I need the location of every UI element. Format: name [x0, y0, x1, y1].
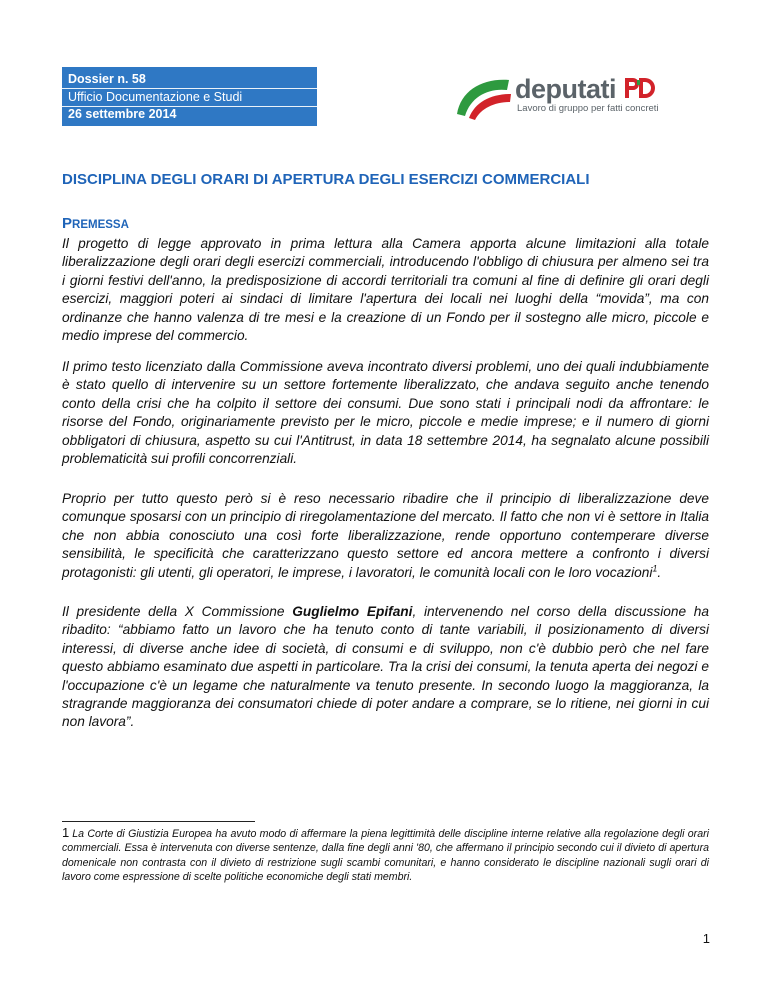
- footnote-1: [62, 826, 709, 884]
- logo-brand-text: deputati: [515, 74, 616, 104]
- office-name: Ufficio Documentazione e Studi: [68, 89, 243, 104]
- section-heading-premessa: [62, 215, 129, 232]
- pd-symbol-icon: [625, 78, 655, 98]
- header-divider: [62, 88, 317, 89]
- paragraph-3: [62, 490, 709, 582]
- page-number: 1: [702, 931, 710, 946]
- paragraph-3-end: .: [657, 564, 662, 580]
- logo-tagline: Lavoro di gruppo per fatti concreti: [517, 103, 659, 114]
- header-divider: [62, 106, 317, 107]
- paragraph-4-intro: Il presidente della X Commissione: [62, 604, 293, 619]
- heading-initial: P: [62, 215, 73, 232]
- paragraph-1: Il progetto di legge approvato in prima lettura alla Camera apporta alcune limitazioni alla totale liberalizzazione degli orari degli esercizi commerciali, introducendo l'obbligo di chiusura per almeno sei tra i giorni festivi dell'anno, la predisposizione di accordi territoriali tra comuni al fine di definire gli orari degli esercizi, maggiori poteri ai sindaci di limitare l'apertura dei locali nei luoghi della “movida”, ma con ordinanze che hanno valenza di tre mesi e la creazione di un Fondo per il sostegno alle micro, piccole e medio imprese del commercio.: [62, 236, 709, 344]
- dossier-number: Dossier n. 58: [68, 72, 146, 86]
- speaker-name: Guglielmo Epifani: [292, 604, 413, 619]
- deputati-pd-logo: [453, 70, 658, 122]
- paragraph-4-quote: , intervenendo nel corso della discussione ha ribadito: “abbiamo fatto un lavoro che ha tenuto conto di tante variabili, il posizionamento di diversi interessi, di diverse anche idee di società, di consumi e di sviluppo, non c'è dubbio però che nel fare questo abbiamo esaminato due aspetti in particolare. Tra la crisi dei consumi, la tenuta aperta dei negozi e l'occupazione c'è un legame che naturalmente va tenuto presente. In secondo luogo la maggioranza, la stragrande maggioranza dei consumatori chiede di poter andare a comprare, se lo ritiene, nei giorni in cui non lavora”.: [62, 604, 709, 730]
- dossier-date: 26 settembre 2014: [68, 107, 177, 121]
- heading-rest: REMESSA: [72, 219, 129, 231]
- document-title: DISCIPLINA DEGLI ORARI DI APERTURA DEGLI ESERCIZI COMMERCIALI: [62, 171, 590, 188]
- footnote-mark: 1: [62, 825, 70, 840]
- footnote-reference: 1: [652, 563, 658, 574]
- dossier-header-box: [62, 67, 317, 126]
- paragraph-2: Il primo testo licenziato dalla Commissione aveva incontrato diversi problemi, uno dei quali indubbiamente è stato quello di intervenire su un settore fortemente liberalizzato, che andava seguito anche tenendo conto della crisi che ha colpito il settore dei consumi. Due sono stati i principali nodi da affrontare: le risorse del Fondo, originariamente previsto per le micro, piccole e medie imprese; e il numero di giorni obbligatori di chiusura, aspetto su cui l'Antitrust, in data 18 settembre 2014, ha segnalato alcune possibili problematicità sui profili concorrenziali.: [62, 359, 709, 467]
- paragraph-3-text: Proprio per tutto questo però si è reso necessario ribadire che il principio di liberalizzazione deve comunque sposarsi con un principio di riregolamentazione del mercato. Il fatto che non vi è settore in Italia che non abbia conosciuto una così forte liberalizzazione, rende opportuno contemperare diverse sensibilità, le specificità che caratterizzano questo settore ed ancora mettere a confronto i diversi protagonisti: gli utenti, gli operatori, le imprese, i lavoratori, le comunità locali con le loro vocazioni: [62, 491, 709, 580]
- footnote-divider: [62, 821, 255, 822]
- footnote-text: La Corte di Giustizia Europea ha avuto modo di affermare la piena legittimità delle discipline interne relative alla regolazione degli orari commerciali. Essa è intervenuta con diverse sentenze, dalla fine degli anni '80, che affermano il principio secondo cui il divieto di apertura domenicale non contrasta con il divieto di restrizione sugli scambi comunitari, e hanno considerato le discipline nazionali sugli orari di lavoro come espressione di scelte politiche economiche degli stati membri.: [62, 828, 709, 883]
- paragraph-4: [62, 603, 709, 732]
